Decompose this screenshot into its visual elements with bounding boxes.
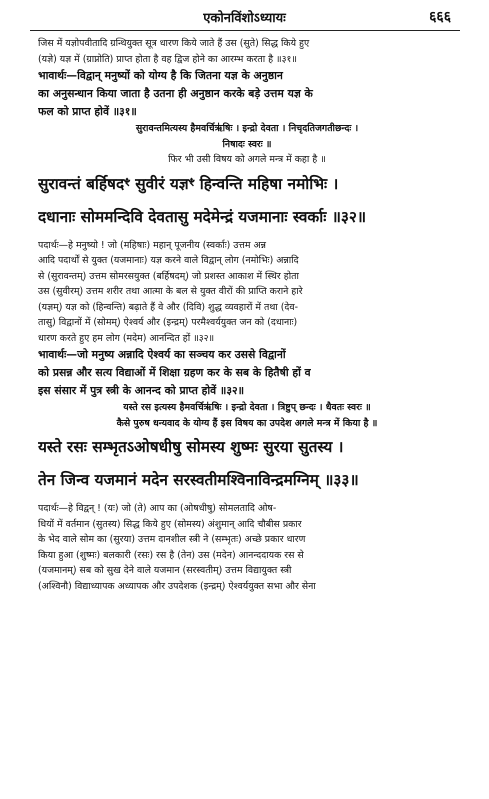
text-line: भावार्थः—विद्वान् मनुष्यों को योग्य है कि जितना यज्ञ के अनुष्ठान <box>38 69 283 82</box>
mantra-32 <box>38 168 456 234</box>
text-line: (यज्ञम्) यज्ञ को (हिन्वन्ति) बढ़ाते हैं वे और (दिवि) शुद्ध व्यवहारों में तथा (देव- <box>38 301 298 313</box>
mantra-line: यस्ते रसः सम्भृतऽओषधीषु सोमस्य शुष्मः सुरया सुतस्य । <box>38 438 344 456</box>
bhavartha-31 <box>38 67 456 121</box>
page-body <box>38 36 456 594</box>
text-line: उस (सुवीरम्) उत्तम शरीर तथा आत्मा के बल से युक्त वीरों की प्राप्ति कराने हारे <box>38 286 303 297</box>
padartha-31-tail <box>38 36 456 67</box>
mantra-line: दधानाः सोममन्दिवि देवतासु मदेमेन्द्रं यजमानाः स्वर्काः ॥३२॥ <box>38 207 367 226</box>
text-line: पदार्थः—हे मनुष्यो ! जो (महिषाः) महान् पूजनीय (स्वर्काः) उत्तम अन्न <box>38 239 266 251</box>
text-line: के भेद वाले सोम का (सुरया) उत्तम दानशील स्त्री ने (सम्भृतः) अच्छे प्रकार धारण <box>38 534 306 545</box>
page-header <box>0 6 489 32</box>
text-line: से (सुरावन्तम्) उत्तम सोमरसयुक्त (बर्हिषदम्) जो प्रशस्त आकाश में स्थिर होता <box>38 270 299 282</box>
text-line: धारण करते हुए हम लोग (मदेम) आनन्दित हों ॥३२॥ <box>38 332 215 344</box>
rishi-devata-line: सुरावन्तमित्यस्य हैमवर्चिऋ॑षिः । इन्द्रो देवता । निचृदतिजगतीछन्दः । <box>135 123 359 134</box>
mantra-line: सुरावन्तं बर्हिषदꣳ सुवीरं यज्ञꣳ हिन्वन्ति महिषा नमोभिः । <box>38 174 339 193</box>
page-number: ६६६ <box>429 9 451 25</box>
mantra-33-header <box>38 400 456 431</box>
mantra-intro: फिर भी उसी विषय को अगले मन्त्र में कहा है ॥ <box>168 154 326 165</box>
header-rule <box>30 30 460 31</box>
text-line: फल को प्राप्त होवें ॥३१॥ <box>38 105 137 118</box>
text-line: किया हुआ (शुष्मः) बलकारी (रसः) रस है (तेन) उस (मदेन) आनन्ददायक रस से <box>38 549 304 561</box>
mantra-32-header <box>38 121 456 168</box>
text-line: भावार्थः—जो मनुष्य अन्नादि ऐश्वर्य का सञ्चय कर उससे विद्वानों <box>38 348 286 361</box>
text-line: (अश्विनौ) विद्याध्यापक अध्यापक और उपदेशक (इन्द्रम्) ऐश्वर्ययुक्त सभा और सेना <box>38 580 316 592</box>
text-line: (यजमानम्) सब को सुख देने वाले यजमान (सरस्वतीम्) उत्तम विद्यायुक्त स्त्री <box>38 565 292 576</box>
mantra-line: तेन जिन्व यजमानं मदेन सरस्वतीमश्विनाविन्द्रमग्निम् ॥३३॥ <box>38 471 359 489</box>
rishi-devata-line: यस्ते रस इत्यस्य हैमवर्चिऋ॑षिः । इन्द्रो देवता । त्रिष्टुप् छन्दः । धैवतः स्वरः ॥ <box>123 402 371 413</box>
svara-line: निषादः स्वरः ॥ <box>222 138 272 150</box>
text-line: को प्रसन्न और सत्य विद्याओं में शिक्षा ग्रहण कर के सब के हितैषी हों व <box>38 366 311 379</box>
text-line: का अनुसन्धान किया जाता है उतना ही अनुष्ठान करके बड़े उत्तम यज्ञ के <box>38 87 313 100</box>
chapter-title: एकोनविंशोऽध्यायः <box>203 11 286 26</box>
text-line: जिस में यज्ञोपवीतादि ग्रन्थियुक्त सूत्र धारण किये जाते हैं उस (सुते) सिद्ध किये हुए <box>38 38 310 49</box>
text-line: धियों में वर्तमान (सुतस्य) सिद्ध किये हुए (सोमस्य) अंशुमान् आदि चौबीस प्रकार <box>38 518 302 530</box>
bhavartha-32 <box>38 346 456 400</box>
padartha-32 <box>38 238 456 347</box>
padartha-33 <box>38 501 456 594</box>
mantra-intro: कैसे पुरुष धन्यवाद के योग्य हैं इस विषय का उपदेश अगले मन्त्र में किया है ॥ <box>116 417 378 429</box>
text-line: तासु) विद्वानों में (सोमम्) ऐश्वर्य और (इन्द्रम्) परमैश्वर्ययुक्त जन को (दधानाः) <box>38 317 298 328</box>
text-line: आदि पदार्थों से युक्त (यजमानाः) यज्ञ करने वाले विद्वान् लोग (नमोभिः) अन्नादि <box>38 255 299 266</box>
text-line: पदार्थः—हे विद्वन् ! (यः) जो (ते) आप का (ओषधीषु) सोमलतादि ओष- <box>38 503 277 514</box>
text-line: (यज्ञे) यज्ञ में (ग्राप्नोति) प्राप्त होता है वह द्विज होने का आरम्भ करता है ॥३१॥ <box>38 53 298 65</box>
mantra-33 <box>38 431 456 497</box>
text-line: इस संसार में पुत्र स्त्री के आनन्द को प्राप्त होवें ॥३२॥ <box>38 384 245 397</box>
